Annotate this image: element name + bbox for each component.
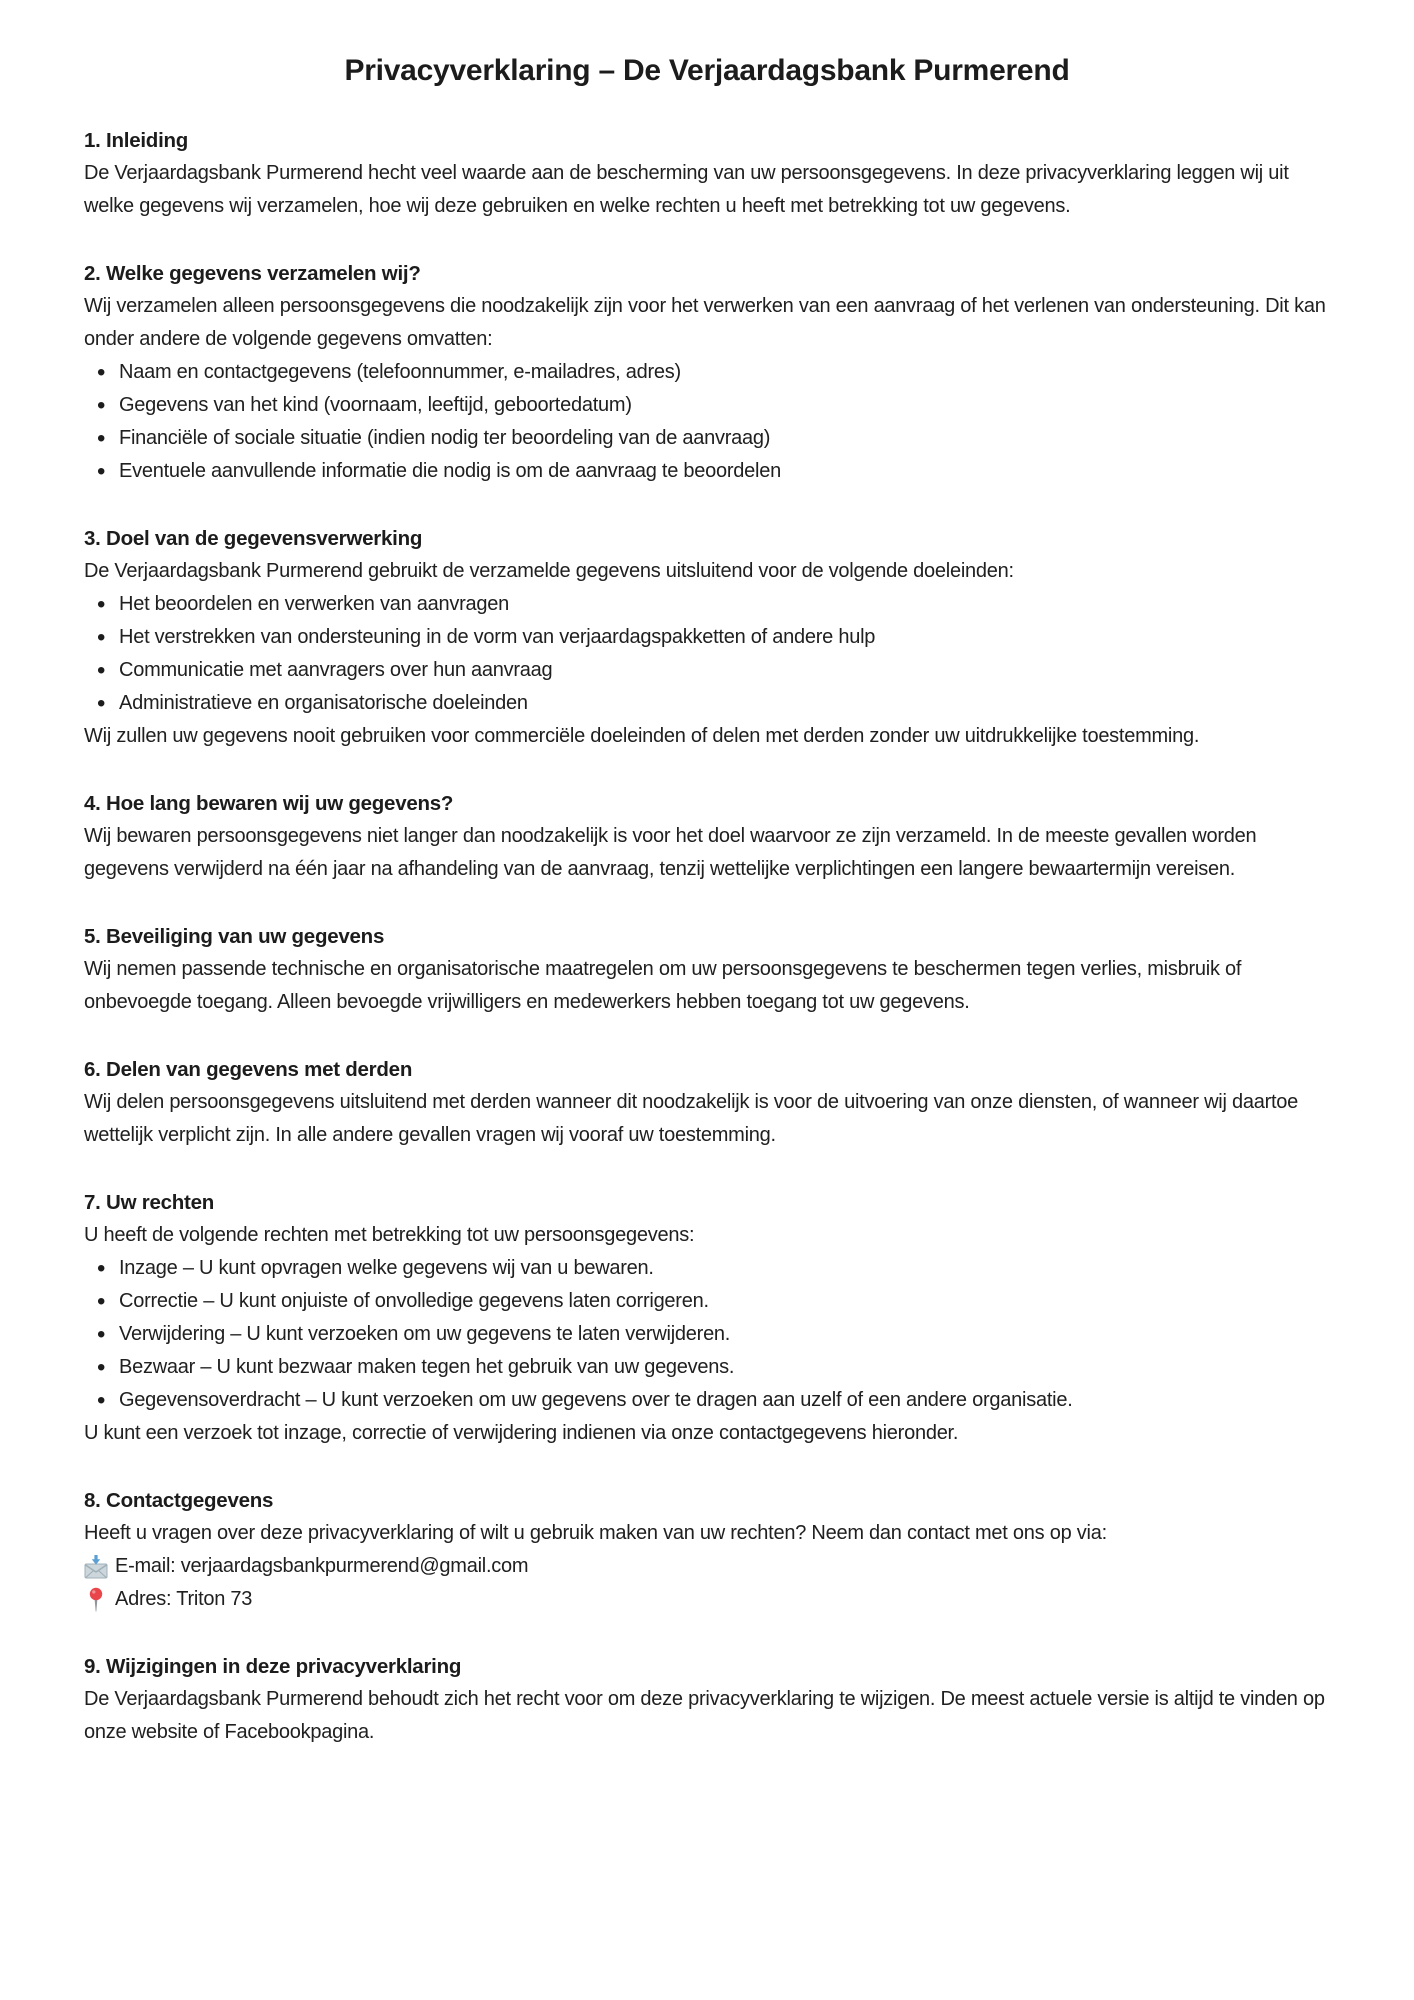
contact-email-line [84, 1550, 1330, 1583]
section-heading: 9. Wijzigingen in deze privacyverklaring [84, 1655, 462, 1678]
bullet-item: • Het beoordelen en verwerken van aanvragen [84, 588, 1330, 621]
section-paragraph: Heeft u vragen over deze privacyverklaring of wilt u gebruik maken van uw rechten? Neem dan contact met ons op via: [84, 1522, 1107, 1544]
section-heading: 6. Delen van gegevens met derden [84, 1058, 413, 1081]
round-pushpin-icon [84, 1587, 108, 1613]
section-bewaartermijn [84, 787, 1330, 886]
bullet-list [84, 356, 1330, 488]
bullet-item: • Administratieve en organisatorische doeleinden [84, 687, 1330, 720]
contact-address-line [84, 1583, 1330, 1616]
section-uw-rechten [84, 1186, 1330, 1450]
section-delen-derden [84, 1053, 1330, 1152]
section-wijzigingen [84, 1650, 1330, 1749]
section-heading: 4. Hoe lang bewaren wij uw gegevens? [84, 792, 454, 815]
section-heading: 5. Beveiliging van uw gegevens [84, 925, 385, 948]
section-heading: 2. Welke gegevens verzamelen wij? [84, 262, 421, 285]
bullet-item: • Inzage – U kunt opvragen welke gegevens wij van u bewaren. [84, 1252, 1330, 1285]
contact-address-text: Adres: Triton 73 [115, 1588, 253, 1610]
section-beveiliging [84, 920, 1330, 1019]
section-paragraph: De Verjaardagsbank Purmerend hecht veel waarde aan de bescherming van uw persoonsgegevens. In deze privacyverklaring leggen wij uit welke gegevens wij verzamelen, hoe wij deze gebruiken en welke rechten u heeft met betrekking tot uw gegevens. [84, 162, 1289, 217]
bullet-item: • Naam en contactgegevens (telefoonnummer, e-mailadres, adres) [84, 356, 1330, 389]
section-heading: 3. Doel van de gegevensverwerking [84, 527, 423, 550]
section-paragraph: Wij verzamelen alleen persoonsgegevens die noodzakelijk zijn voor het verwerken van een aanvraag of het verlenen van ondersteuning. Dit kan onder andere de volgende gegevens omvatten: [84, 295, 1326, 350]
bullet-item: • Bezwaar – U kunt bezwaar maken tegen het gebruik van uw gegevens. [84, 1351, 1330, 1384]
section-contactgegevens [84, 1484, 1330, 1616]
page-title: Privacyverklaring – De Verjaardagsbank Purmerend [344, 54, 1070, 87]
section-paragraph: U heeft de volgende rechten met betrekking tot uw persoonsgegevens: [84, 1224, 695, 1246]
section-heading: 7. Uw rechten [84, 1191, 215, 1214]
section-welke-gegevens [84, 257, 1330, 488]
section-paragraph: De Verjaardagsbank Purmerend behoudt zich het recht voor om deze privacyverklaring te wijzigen. De meest actuele versie is altijd te vinden op onze website of Facebookpagina. [84, 1688, 1325, 1743]
section-paragraph: Wij nemen passende technische en organisatorische maatregelen om uw persoonsgegevens te beschermen tegen verlies, misbruik of onbevoegde toegang. Alleen bevoegde vrijwilligers en medewerkers hebben toegang tot uw gegevens. [84, 958, 1242, 1013]
incoming-envelope-icon [84, 1554, 108, 1580]
bullet-item: • Correctie – U kunt onjuiste of onvolledige gegevens laten corrigeren. [84, 1285, 1330, 1318]
section-paragraph: De Verjaardagsbank Purmerend gebruikt de verzamelde gegevens uitsluitend voor de volgende doeleinden: [84, 560, 1014, 582]
bullet-item: • Financiële of sociale situatie (indien nodig ter beoordeling van de aanvraag) [84, 422, 1330, 455]
section-inleiding [84, 124, 1330, 223]
section-paragraph: Wij bewaren persoonsgegevens niet langer dan noodzakelijk is voor het doel waarvoor ze zijn verzameld. In de meeste gevallen worden gegevens verwijderd na één jaar na afhandeling van de aanvraag, tenzij wettelijke verplichtingen een langere bewaartermijn vereisen. [84, 825, 1257, 880]
section-heading: 8. Contactgegevens [84, 1489, 274, 1512]
section-paragraph: U kunt een verzoek tot inzage, correctie of verwijdering indienen via onze contactgegevens hieronder. [84, 1422, 959, 1444]
section-paragraph: Wij zullen uw gegevens nooit gebruiken voor commerciële doeleinden of delen met derden zonder uw uitdrukkelijke toestemming. [84, 725, 1200, 747]
section-heading: 1. Inleiding [84, 129, 189, 152]
contact-email-text: E-mail: verjaardagsbankpurmerend@gmail.com [115, 1555, 529, 1577]
section-doel-verwerking [84, 522, 1330, 753]
bullet-item: • Gegevensoverdracht – U kunt verzoeken om uw gegevens over te dragen aan uzelf of een andere organisatie. [84, 1384, 1330, 1417]
bullet-item: • Verwijdering – U kunt verzoeken om uw gegevens te laten verwijderen. [84, 1318, 1330, 1351]
section-paragraph: Wij delen persoonsgegevens uitsluitend met derden wanneer dit noodzakelijk is voor de uitvoering van onze diensten, of wanneer wij daartoe wettelijk verplicht zijn. In alle andere gevallen vragen wij vooraf uw toestemming. [84, 1091, 1299, 1146]
bullet-list [84, 588, 1330, 720]
bullet-item: • Communicatie met aanvragers over hun aanvraag [84, 654, 1330, 687]
bullet-list [84, 1252, 1330, 1417]
bullet-item: • Eventuele aanvullende informatie die nodig is om de aanvraag te beoordelen [84, 455, 1330, 488]
bullet-item: • Gegevens van het kind (voornaam, leeftijd, geboortedatum) [84, 389, 1330, 422]
bullet-item: • Het verstrekken van ondersteuning in de vorm van verjaardagspakketten of andere hulp [84, 621, 1330, 654]
